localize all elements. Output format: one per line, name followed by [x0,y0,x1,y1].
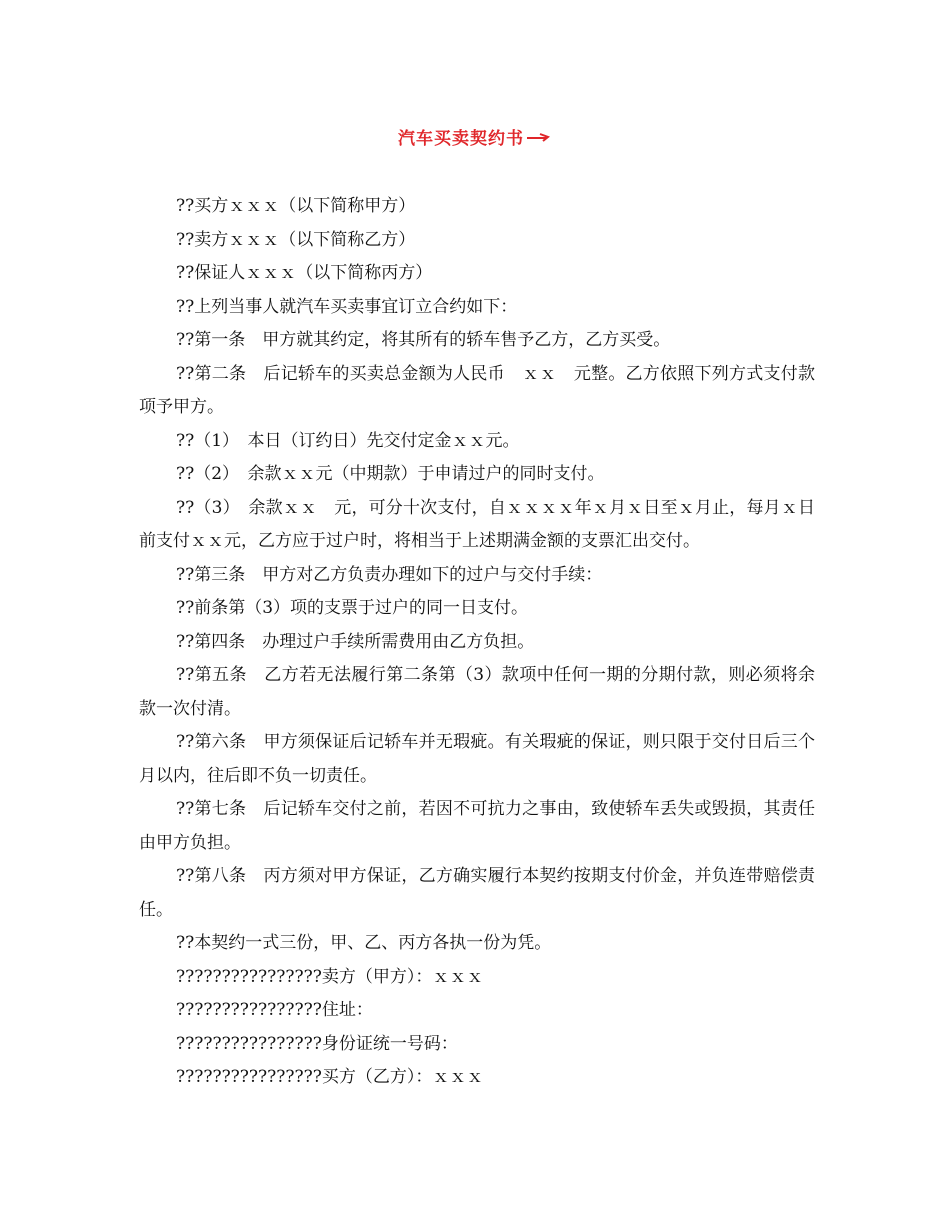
contract-paragraph: ??第六条 甲方须保证后记轿车并无瑕疵。有关瑕疵的保证，则只限于交付日后三个月以内，往后即不负一切责任。 [139,732,815,786]
contract-paragraph: ????????????????住址： [176,1000,373,1020]
contract-paragraph: ??上列当事人就汽车买卖事宜订立合约如下： [176,296,518,317]
title-container [0,124,950,149]
contract-paragraph: ??本契约一式三份，甲、乙、丙方各执一份为凭。 [176,933,552,953]
document-title [398,124,552,149]
contract-paragraph: ??前条第（3）项的支票于过户的同一日支付。 [176,598,529,618]
contract-paragraph: ??（1） 本日（订约日）先交付定金ｘｘ元。 [176,430,520,451]
contract-paragraph: ????????????????卖方（甲方）：ｘｘｘ [176,966,484,987]
contract-paragraph: ??（2） 余款ｘｘ元（中期款）于申请过户的同时支付。 [176,464,605,484]
contract-paragraph: ????????????????身份证统一号码： [176,1033,458,1054]
contract-paragraph: ??第一条 甲方就其约定，将其所有的轿车售予乙方，乙方买受。 [176,330,671,350]
contract-paragraph: ??买方ｘｘｘ（以下简称甲方） [176,196,416,216]
document-title-text: 汽车买卖契约书 [398,129,524,149]
contract-paragraph: ??第三条 甲方对乙方负责办理如下的过户与交付手续： [176,564,603,585]
contract-paragraph: ??（3） 余款ｘｘ 元，可分十次支付，自ｘｘｘｘ年ｘ月ｘ日至ｘ月止，每月ｘ日前支付ｘｘ元，乙方应于过户时，将相当于上述期满金额的支票汇出交付。 [139,497,815,551]
contract-paragraph: ??保证人ｘｘｘ（以下简称丙方） [176,263,433,283]
contract-paragraph: ??第五条 乙方若无法履行第二条第（3）款项中任何一期的分期付款，则必须将余款一次付清。 [139,665,815,719]
contract-paragraph: ??第七条 后记轿车交付之前，若因不可抗力之事由，致使轿车丢失或毁损，其责任由甲方负担。 [139,799,815,853]
contract-paragraph: ??第二条 后记轿车的买卖总金额为人民币 ｘｘ 元整。乙方依照下列方式支付款项予甲方。 [139,363,815,417]
arrow-icon [526,125,552,143]
contract-body [139,190,815,1095]
contract-paragraph: ??第四条 办理过户手续所需费用由乙方负担。 [176,631,535,652]
contract-paragraph: ??卖方ｘｘｘ（以下简称乙方） [176,229,416,250]
contract-paragraph: ????????????????买方（乙方）：ｘｘｘ [176,1067,484,1087]
contract-paragraph: ??第八条 丙方须对甲方保证，乙方确实履行本契约按期支付价金，并负连带赔偿责任。 [139,866,815,920]
